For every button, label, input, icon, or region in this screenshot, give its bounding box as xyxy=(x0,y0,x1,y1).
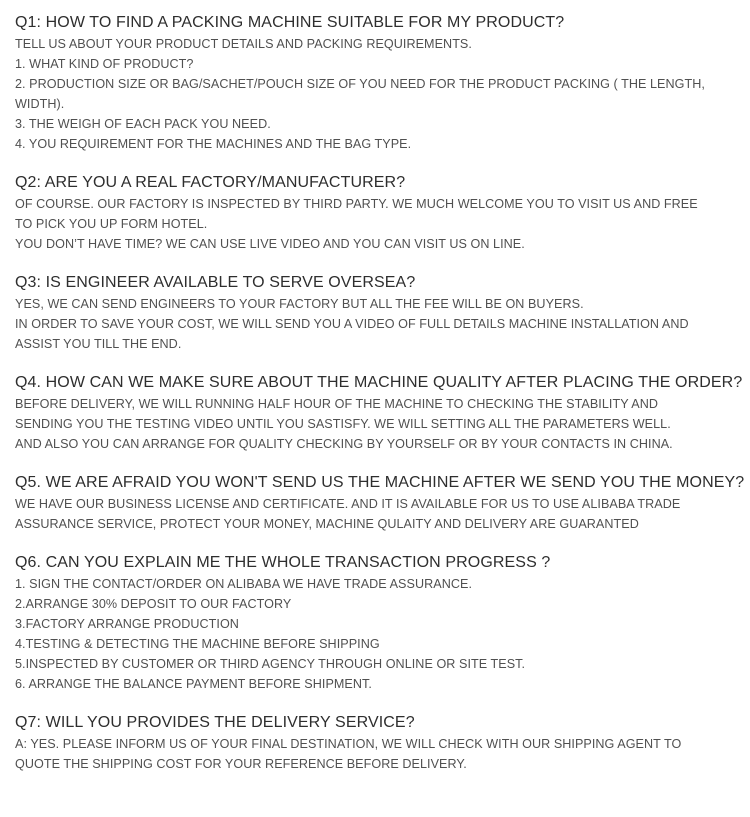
faq-item-q2 xyxy=(15,172,743,254)
faq-question: Q6. CAN YOU EXPLAIN ME THE WHOLE TRANSACTION PROGRESS ? xyxy=(15,554,551,571)
answer-line: OF COURSE. OUR FACTORY IS INSPECTED BY THIRD PARTY. WE MUCH WELCOME YOU TO VISIT US AND FREE xyxy=(15,197,698,211)
answer-line: A: YES. PLEASE INFORM US OF YOUR FINAL DESTINATION, WE WILL CHECK WITH OUR SHIPPING AGENT TO xyxy=(15,737,682,751)
faq-item-q1 xyxy=(15,12,743,154)
faq-item-q5 xyxy=(15,472,743,534)
faq-answer xyxy=(15,734,743,774)
answer-line: QUOTE THE SHIPPING COST FOR YOUR REFERENCE BEFORE DELIVERY. xyxy=(15,757,467,771)
answer-line: 1. SIGN THE CONTACT/ORDER ON ALIBABA WE HAVE TRADE ASSURANCE. xyxy=(15,577,472,591)
faq-item-q6 xyxy=(15,552,743,694)
answer-line: 3.FACTORY ARRANGE PRODUCTION xyxy=(15,617,239,631)
faq-item-q3 xyxy=(15,272,743,354)
answer-line: TO PICK YOU UP FORM HOTEL. xyxy=(15,217,208,231)
answer-line: WIDTH). xyxy=(15,97,65,111)
answer-line: 5.INSPECTED BY CUSTOMER OR THIRD AGENCY THROUGH ONLINE OR SITE TEST. xyxy=(15,657,526,671)
faq-answer xyxy=(15,574,743,694)
answer-line: 4. YOU REQUIREMENT FOR THE MACHINES AND THE BAG TYPE. xyxy=(15,137,412,151)
faq-answer xyxy=(15,394,743,454)
faq-question: Q3: IS ENGINEER AVAILABLE TO SERVE OVERSEA? xyxy=(15,274,416,291)
faq-answer xyxy=(15,294,743,354)
answer-line: 2.ARRANGE 30% DEPOSIT TO OUR FACTORY xyxy=(15,597,292,611)
answer-line: 3. THE WEIGH OF EACH PACK YOU NEED. xyxy=(15,117,271,131)
answer-line: IN ORDER TO SAVE YOUR COST, WE WILL SEND YOU A VIDEO OF FULL DETAILS MACHINE INSTALLATION AND xyxy=(15,317,689,331)
answer-line: 2. PRODUCTION SIZE OR BAG/SACHET/POUCH SIZE OF YOU NEED FOR THE PRODUCT PACKING ( THE LENGTH, xyxy=(15,77,705,91)
answer-line: SENDING YOU THE TESTING VIDEO UNTIL YOU SASTISFY. WE WILL SETTING ALL THE PARAMETERS WELL. xyxy=(15,417,671,431)
answer-line: YOU DON’T HAVE TIME? WE CAN USE LIVE VIDEO AND YOU CAN VISIT US ON LINE. xyxy=(15,237,525,251)
faq-question: Q4. HOW CAN WE MAKE SURE ABOUT THE MACHINE QUALITY AFTER PLACING THE ORDER? xyxy=(15,374,743,391)
faq-answer xyxy=(15,34,743,154)
answer-line: BEFORE DELIVERY, WE WILL RUNNING HALF HOUR OF THE MACHINE TO CHECKING THE STABILITY AND xyxy=(15,397,659,411)
answer-line: ASSURANCE SERVICE, PROTECT YOUR MONEY, MACHINE QULAITY AND DELIVERY ARE GUARANTED xyxy=(15,517,639,531)
answer-line: AND ALSO YOU CAN ARRANGE FOR QUALITY CHECKING BY YOURSELF OR BY YOUR CONTACTS IN CHINA. xyxy=(15,437,673,451)
answer-line: 4.TESTING & DETECTING THE MACHINE BEFORE SHIPPING xyxy=(15,637,380,651)
faq-item-q7 xyxy=(15,712,743,774)
faq-question: Q7: WILL YOU PROVIDES THE DELIVERY SERVICE? xyxy=(15,714,415,731)
answer-line: 6. ARRANGE THE BALANCE PAYMENT BEFORE SHIPMENT. xyxy=(15,677,372,691)
answer-line: YES, WE CAN SEND ENGINEERS TO YOUR FACTORY BUT ALL THE FEE WILL BE ON BUYERS. xyxy=(15,297,584,311)
answer-line: WE HAVE OUR BUSINESS LICENSE AND CERTIFICATE. AND IT IS AVAILABLE FOR US TO USE ALIBABA TRADE xyxy=(15,497,681,511)
faq-answer xyxy=(15,494,743,534)
faq-question: Q2: ARE YOU A REAL FACTORY/MANUFACTURER? xyxy=(15,174,406,191)
answer-line: ASSIST YOU TILL THE END. xyxy=(15,337,182,351)
answer-line: 1. WHAT KIND OF PRODUCT? xyxy=(15,57,194,71)
faq-question: Q1: HOW TO FIND A PACKING MACHINE SUITABLE FOR MY PRODUCT? xyxy=(15,14,565,31)
answer-line: TELL US ABOUT YOUR PRODUCT DETAILS AND PACKING REQUIREMENTS. xyxy=(15,37,472,51)
faq-list xyxy=(15,12,743,792)
faq-question: Q5. WE ARE AFRAID YOU WON'T SEND US THE MACHINE AFTER WE SEND YOU THE MONEY? xyxy=(15,474,745,491)
faq-item-q4 xyxy=(15,372,743,454)
faq-answer xyxy=(15,194,743,254)
